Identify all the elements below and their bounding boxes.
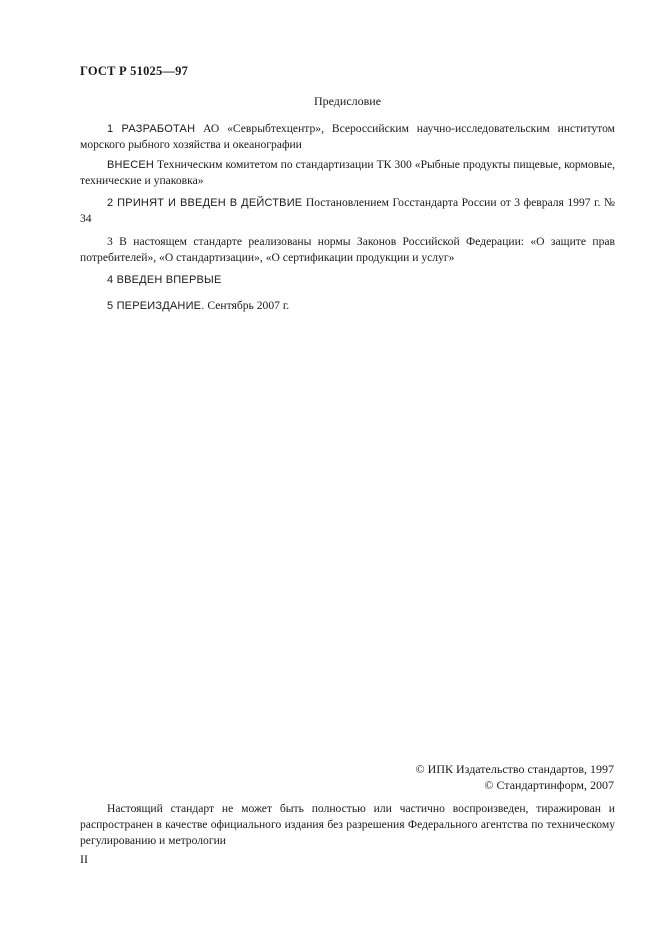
item-lead: 1 РАЗРАБОТАН [107,123,196,135]
preface-item-developed [80,121,615,153]
reproduction-notice: Настоящий стандарт не может быть полностью или частично воспроизведен, тиражирован и распространен в качестве официального издания без разрешения Федерального агентства по техническому регулированию и метрологии [80,802,615,847]
item-text: Постановлением Госстандарта России от 3 февраля 1997 г. № 34 [80,196,615,225]
standard-code-header: ГОСТ Р 51025—97 [80,64,189,78]
item-lead: 5 ПЕРЕИЗДАНИЕ. [107,300,205,312]
preface-item-laws [80,234,615,266]
copyright-line-2: © Стандартинформ, 2007 [484,778,614,792]
item-lead: 4 ВВЕДЕН ВПЕРВЫЕ [107,274,222,286]
preface-item-first-introduced [80,272,615,288]
item-text: 3 В настоящем стандарте реализованы нормы Законов Российской Федерации: «О защите прав потребителей», «О стандартизации», «О сертификации продукции и услуг» [80,235,615,264]
page-number: II [80,852,88,866]
preface-item-adopted [80,195,615,227]
copyright-line-1: © ИПК Издательство стандартов, 1997 [415,762,614,776]
item-text: Сентябрь 2007 г. [204,299,290,312]
preface-title: Предисловие [313,94,382,108]
item-lead: ВНЕСЕН [107,159,155,171]
preface-item-reissue [80,298,615,314]
item-text: АО «Севрыбтехцентр», Всероссийским научно-исследовательским институтом морского рыбного хозяйства и океанографии [80,122,615,151]
item-lead: 2 ПРИНЯТ И ВВЕДЕН В ДЕЙСТВИЕ [107,197,303,209]
preface-item-introduced [80,157,615,189]
item-text: Техническим комитетом по стандартизации ТК 300 «Рыбные продукты пищевые, кормовые, технические и упаковка» [80,158,615,187]
